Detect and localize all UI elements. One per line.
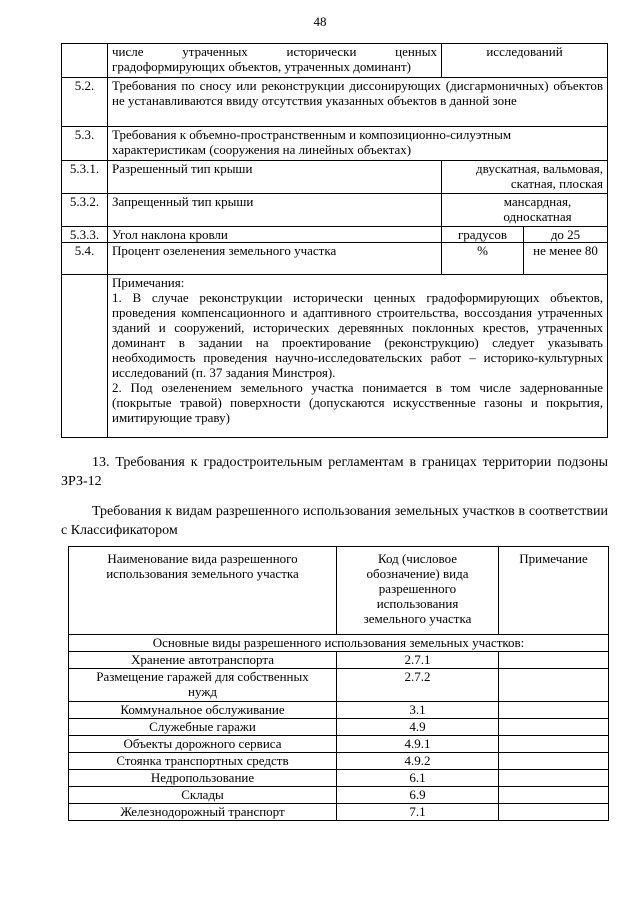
row-number: 5.3.2. [62,194,108,227]
row-number: 5.4. [62,243,108,275]
use-code: 6.1 [337,770,499,787]
row-value: двускатная, вальмовая, скатная, плоская [442,161,608,194]
row-number: 5.3. [62,127,108,161]
row-value: не менее 80 [524,243,608,275]
use-name: Служебные гаражи [69,719,337,736]
use-note [499,770,609,787]
table-row [69,787,609,804]
row-text: числе утраченных исторически ценных градоформирующих объектов, утраченных доминант) [108,44,442,78]
row-unit: градусов [442,227,524,243]
table-row [62,161,608,194]
use-name: Стоянка транспортных средств [69,753,337,770]
row-text: Процент озеленения земельного участка [108,243,442,275]
use-code: 6.9 [337,787,499,804]
row-number: 5.3.1. [62,161,108,194]
header-code: Код (числовое обозначение) вида разрешенного использования земельного участка [337,547,499,635]
row-value: мансардная, односкатная [442,194,608,227]
use-name: Железнодорожный транспорт [69,804,337,821]
row-number [62,44,108,78]
use-name: Размещение гаражей для собственных нужд [69,669,337,702]
section-13-heading: 13. Требования к градостроительным регламентам в границах территории подзоны ЗРЗ-12 [61,455,608,489]
table-row [69,770,609,787]
notes-cell [108,275,608,438]
use-note [499,753,609,770]
table-row [69,652,609,669]
notes-title: Примечания: [112,275,185,290]
section-row-label: Основные виды разрешенного использования земельных участков: [69,635,609,652]
use-code: 4.9.1 [337,736,499,753]
use-code: 2.7.1 [337,652,499,669]
table-row [69,669,609,702]
regulations-table [61,43,608,438]
use-note [499,719,609,736]
table-row [62,127,608,161]
table-row [62,275,608,438]
table-row [62,44,608,78]
row-text: Требования к объемно-пространственным и композиционно-силуэтным характеристикам (сооружения на линейных объектах) [108,127,608,161]
use-code: 7.1 [337,804,499,821]
row-text: Угол наклона кровли [108,227,442,243]
requirements-title: Требования к видам разрешенного использования земельных участков в соответствии с Классификатором [61,504,608,538]
use-code: 4.9 [337,719,499,736]
use-name: Недропользование [69,770,337,787]
row-text: Разрешенный тип крыши [108,161,442,194]
row-text: Требования по сносу или реконструкции диссонирующих (дисгармоничных) объектов не устанавливаются ввиду отсутствия указанных объектов в данной зоне [108,78,608,127]
page-number: 48 [313,14,327,29]
use-code: 4.9.2 [337,753,499,770]
row-unit: % [442,243,524,275]
use-name: Склады [69,787,337,804]
use-note [499,702,609,719]
permitted-use-table [68,546,609,821]
table-row [62,78,608,127]
use-name: Коммунальное обслуживание [69,702,337,719]
use-name: Хранение автотранспорта [69,652,337,669]
use-note [499,736,609,753]
row-number: 5.3.3. [62,227,108,243]
use-note [499,787,609,804]
table-row [69,719,609,736]
table-row [69,736,609,753]
use-code: 3.1 [337,702,499,719]
row-value: до 25 [524,227,608,243]
table-header-row [69,547,609,635]
row-value: исследований [442,44,608,78]
note-1: 1. В случае реконструкции исторически ценных градоформирующих объектов, проведения компенсационного и адаптивного строительства, воссоздания утраченных зданий и сооружений, исторических деревянных поклонных крестов, утраченных доминант в задании на проектирование (реконструкцию) следует указывать необходимость проведения научно-исследовательских работ – историко-культурных исследований (п. 37 задания Минстроя). [112,290,603,380]
header-name: Наименование вида разрешенного использования земельного участка [69,547,337,635]
use-note [499,652,609,669]
use-note [499,669,609,702]
table-row [62,194,608,227]
use-name: Объекты дорожного сервиса [69,736,337,753]
table-row [69,702,609,719]
note-2: 2. Под озеленением земельного участка понимается в том числе задернованные (покрытые травой) поверхности (допускаются искусственные газоны и покрытия, имитирующие траву) [112,380,603,425]
table-row [62,227,608,243]
table-row [62,243,608,275]
table-row [69,804,609,821]
use-code: 2.7.2 [337,669,499,702]
use-note [499,804,609,821]
row-text: Запрещенный тип крыши [108,194,442,227]
table-row [69,753,609,770]
row-number: 5.2. [62,78,108,127]
section-row [69,635,609,652]
header-note: Примечание [499,547,609,635]
